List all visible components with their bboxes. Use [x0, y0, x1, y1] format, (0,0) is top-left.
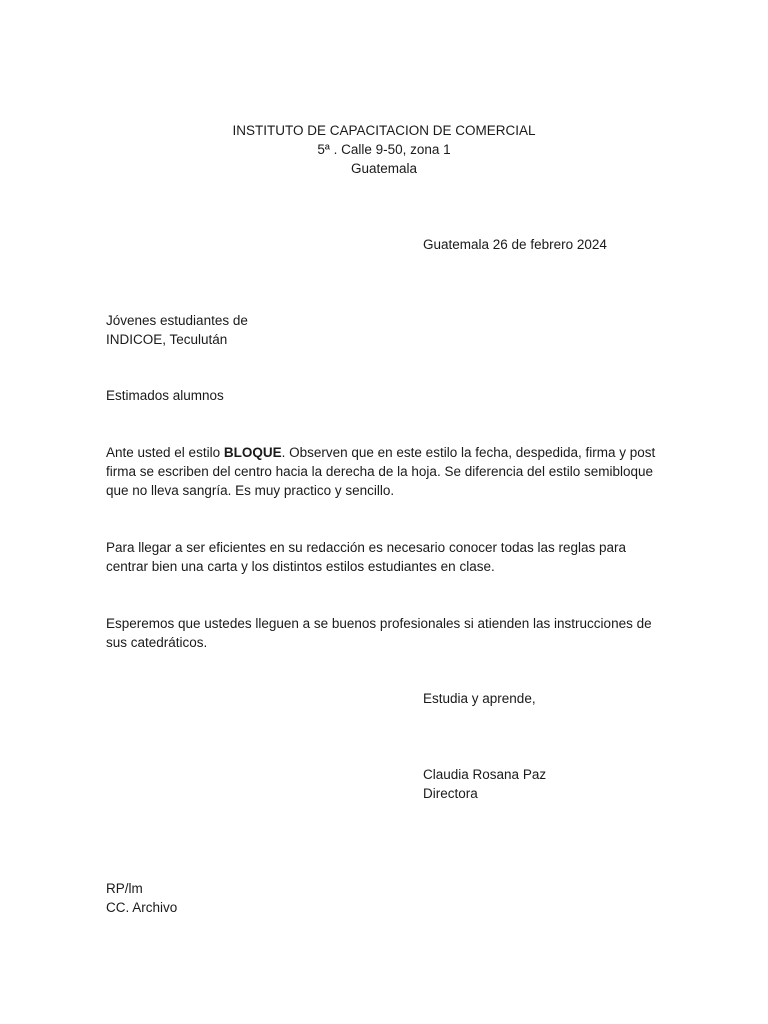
body-paragraph-2: [106, 538, 666, 576]
body-paragraph-3: [106, 614, 666, 652]
salutation: Estimados alumnos: [106, 388, 224, 403]
institution-city: Guatemala: [350, 161, 418, 176]
carbon-copy: CC. Archivo: [106, 900, 178, 915]
p2-text: Para llegar a ser eficientes en su redacción es necesario conocer todas las reglas para centrar bien una carta y los distintos estilos estudiantes en clase.: [106, 540, 627, 574]
p1-bold-text: BLOQUE: [223, 445, 282, 460]
recipient-line-2: INDICOE, Teculután: [106, 332, 228, 347]
reference-initials: RP/lm: [106, 881, 143, 896]
signature-title: Directora: [423, 786, 478, 801]
closing: Estudia y aprende,: [423, 691, 536, 706]
p1-text-start: Ante usted el estilo: [106, 445, 224, 460]
p3-text: Esperemos que ustedes lleguen a se buenos profesionales si atienden las instrucciones de sus catedráticos.: [106, 616, 652, 650]
p1-text-end: . Observen que en este estilo la fecha, despedida, firma y post firma se escriben del centro hacia la derecha de la hoja. Se diferencia del estilo semibloque que no lleva sangría. Es muy practico y sencillo.: [106, 445, 656, 498]
date-line: Guatemala 26 de febrero 2024: [423, 237, 607, 252]
institution-address: 5ª . Calle 9-50, zona 1: [317, 142, 451, 157]
body-paragraph-1: [106, 443, 666, 500]
recipient-line-1: Jóvenes estudiantes de: [106, 313, 248, 328]
signature-name: Claudia Rosana Paz: [423, 767, 547, 782]
institution-name: INSTITUTO DE CAPACITACION DE COMERCIAL: [232, 123, 536, 138]
